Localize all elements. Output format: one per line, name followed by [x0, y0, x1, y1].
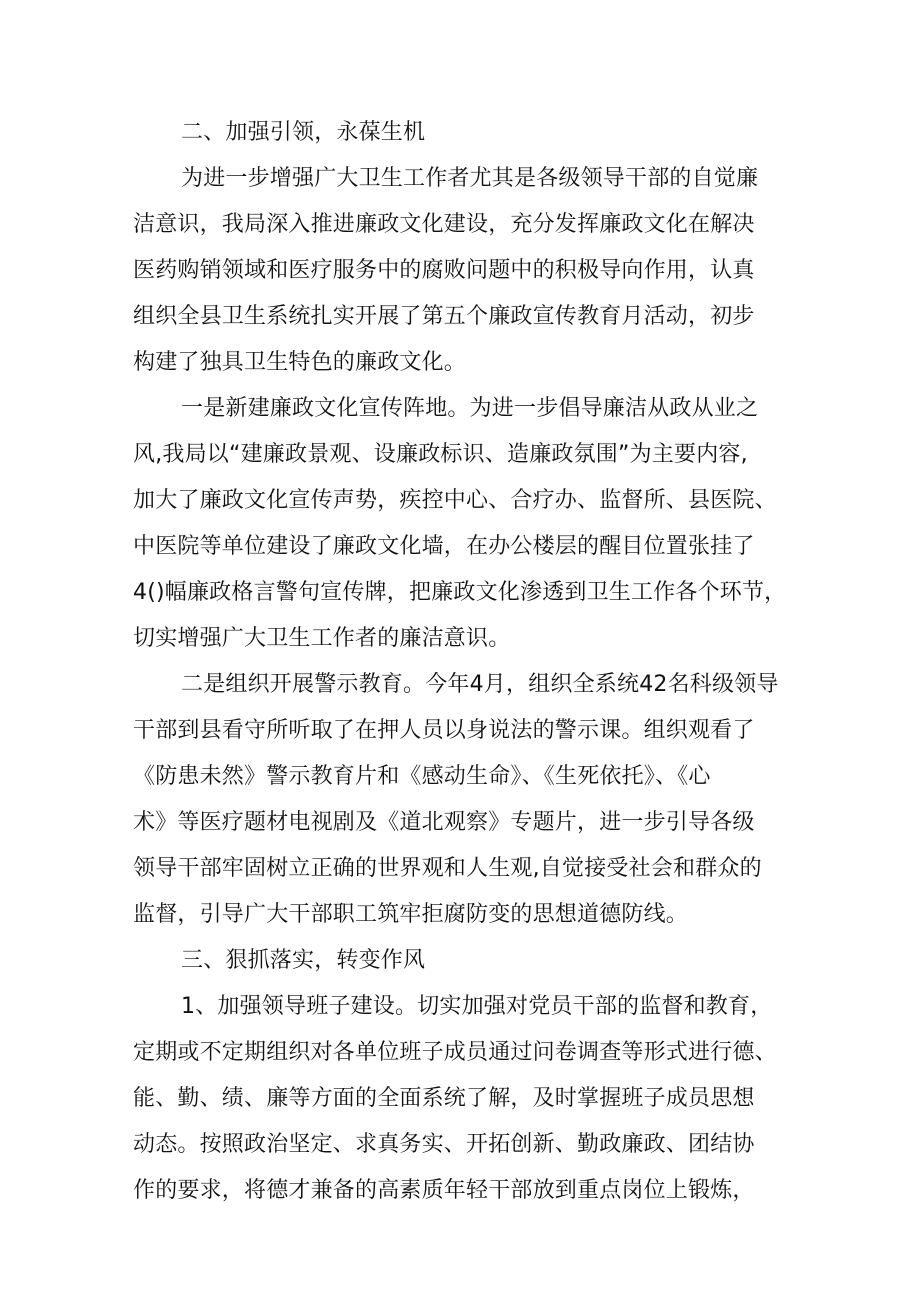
text-line: 作的要求，将德才兼备的高素质年轻干部放到重点岗位上锻炼， — [133, 1178, 755, 1203]
text-line: 《防患未然》警示教育片和《感动生命》、《生死依托》、《心 — [133, 764, 711, 789]
text-line: 术》等医疗题材电视剧及《道北观察》专题片，进一步引导各级 — [133, 810, 755, 835]
section-heading: 二、加强引领，永葆生机 — [181, 120, 426, 145]
text-line: 定期或不定期组织对各单位班子成员通过问卷调查等形式进行德、 — [133, 1040, 777, 1065]
text-line: 医药购销领域和医疗服务中的腐败问题中的积极导向作用，认真 — [133, 258, 755, 283]
text-line: 构建了独具卫生特色的廉政文化。 — [133, 350, 467, 375]
text-line: 风,我局以“建廉政景观、设廉政标识、造廉政氛围”为主要内容, — [133, 442, 748, 467]
text-line: 一是新建廉政文化宣传阵地。为进一步倡导廉洁从政从业之 — [181, 396, 759, 421]
text-line: 二是组织开展警示教育。今年4月，组织全系统42名科级领导 — [181, 672, 779, 697]
text-line: 动态。按照政治坚定、求真务实、开拓创新、勤政廉政、团结协 — [133, 1132, 755, 1157]
text-line: 4()幅廉政格言警句宣传牌，把廉政文化渗透到卫生工作各个环节， — [133, 580, 787, 605]
text-line: 监督，引导广大干部职工筑牢拒腐防变的思想道德防线。 — [133, 902, 689, 927]
text-line: 领导干部牢固树立正确的世界观和人生观,自觉接受社会和群众的 — [133, 856, 762, 881]
section-heading: 三、狠抓落实，转变作风 — [181, 948, 426, 973]
text-line: 洁意识，我局深入推进廉政文化建设，充分发挥廉政文化在解决 — [133, 212, 755, 237]
text-line: 中医院等单位建设了廉政文化墙，在办公楼层的醒目位置张挂了 — [133, 534, 755, 559]
text-line: 干部到县看守所听取了在押人员以身说法的警示课。组织观看了 — [133, 718, 755, 743]
text-line: 为进一步增强广大卫生工作者尤其是各级领导干部的自觉廉 — [181, 166, 759, 191]
text-line: 1、加强领导班子建设。切实加强对党员干部的监督和教育， — [181, 994, 773, 1019]
text-line: 切实增强广大卫生工作者的廉洁意识。 — [133, 626, 511, 651]
text-line: 加大了廉政文化宣传声势，疾控中心、合疗办、监督所、县医院、 — [133, 488, 777, 513]
text-line: 能、勤、绩、廉等方面的全面系统了解，及时掌握班子成员思想 — [133, 1086, 755, 1111]
text-line: 组织全县卫生系统扎实开展了第五个廉政宣传教育月活动，初步 — [133, 304, 755, 329]
